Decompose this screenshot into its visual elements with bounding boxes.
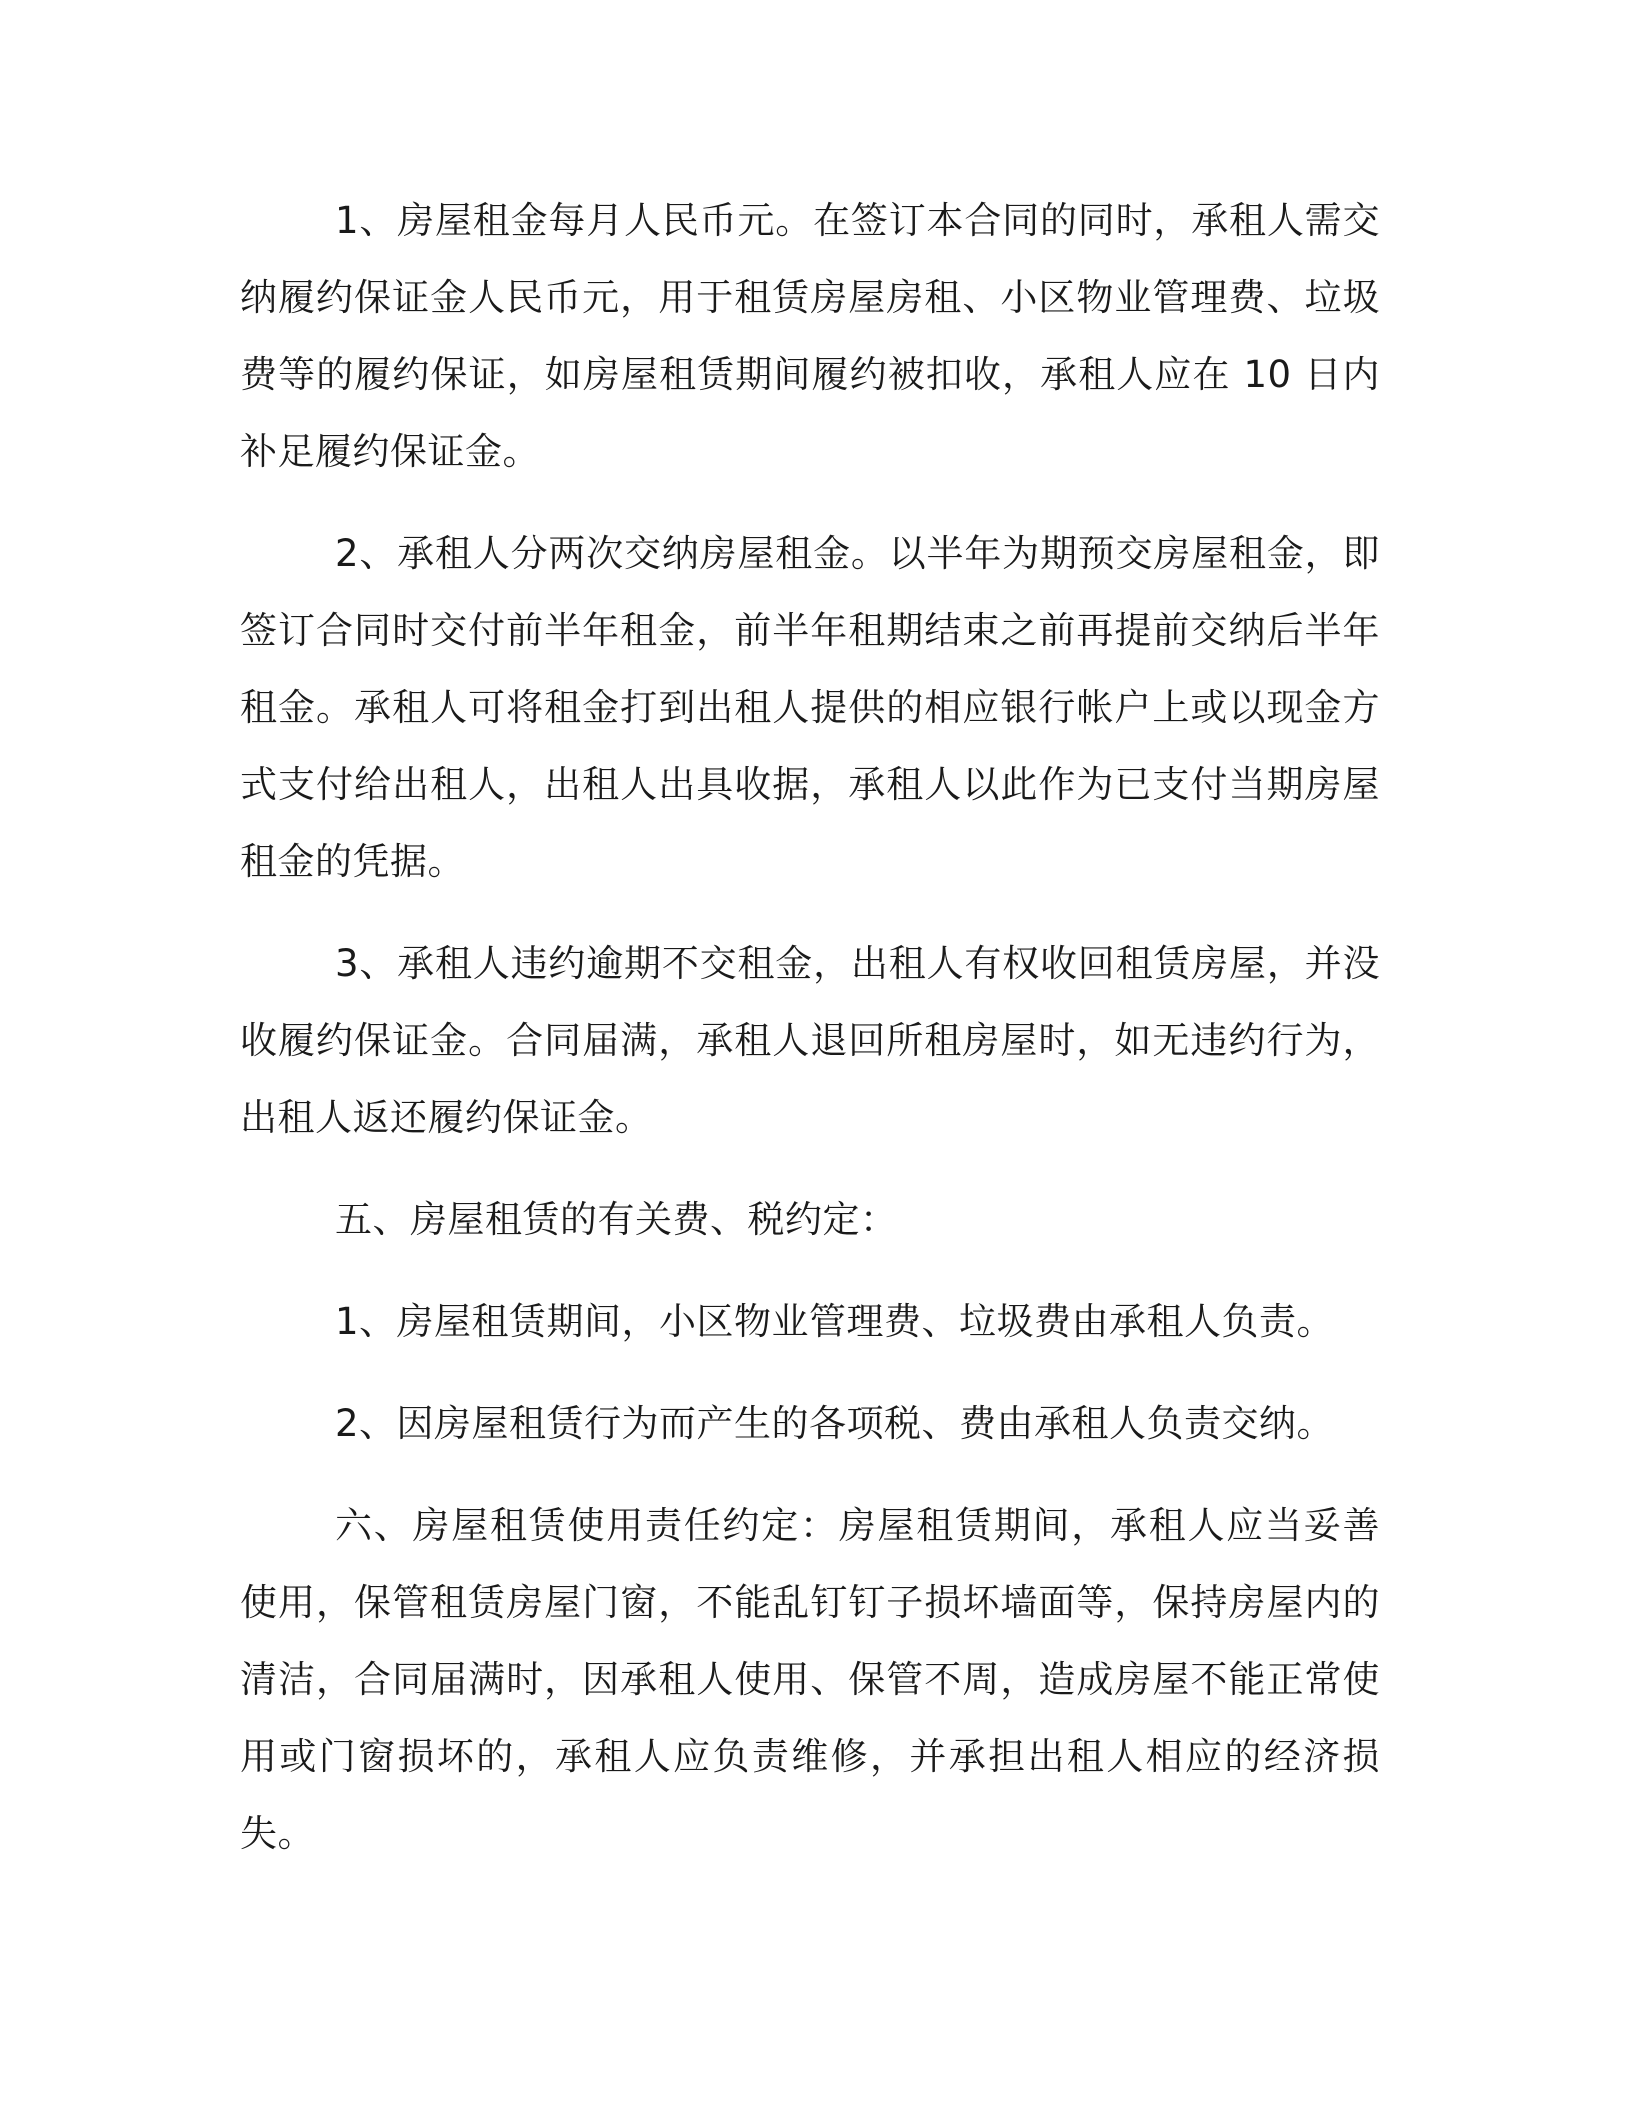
paragraph-rent-payment: 2、承租人分两次交纳房屋租金。以半年为期预交房屋租金，即签订合同时交付前半年租金，前半年租期结束之前再提前交纳后半年租金。承租人可将租金打到出租人提供的相应银行帐户上或以现金方式支付给出租人，出租人出具收据，承租人以此作为已支付当期房屋租金的凭据。 xyxy=(240,532,1380,883)
section-heading-fees-taxes: 五、房屋租赁的有关费、税约定： xyxy=(335,1198,898,1241)
paragraph-usage-responsibility: 六、房屋租赁使用责任约定：房屋租赁期间，承租人应当妥善使用，保管租赁房屋门窗，不能乱钉钉子损坏墙面等，保持房屋内的清洁，合同届满时，因承租人使用、保管不周，造成房屋不能正常使用或门窗损坏的，承租人应负责维修，并承担出租人相应的经济损失。 xyxy=(240,1504,1380,1855)
paragraph-taxes: 2、因房屋租赁行为而产生的各项税、费由承租人负责交纳。 xyxy=(335,1402,1335,1445)
paragraph-late-rent: 3、承租人违约逾期不交租金，出租人有权收回租赁房屋，并没收履约保证金。合同届满，承租人退回所租房屋时，如无违约行为，出租人返还履约保证金。 xyxy=(240,942,1380,1139)
paragraph-rent-deposit: 1、房屋租金每月人民币元。在签订本合同的同时，承租人需交纳履约保证金人民币元，用于租赁房屋房租、小区物业管理费、垃圾费等的履约保证，如房屋租赁期间履约被扣收，承租人应在 10 日内补足履约保证金。 xyxy=(240,199,1380,473)
document-page xyxy=(240,182,1380,1897)
paragraph-property-fees: 1、房屋租赁期间，小区物业管理费、垃圾费由承租人负责。 xyxy=(335,1300,1335,1343)
